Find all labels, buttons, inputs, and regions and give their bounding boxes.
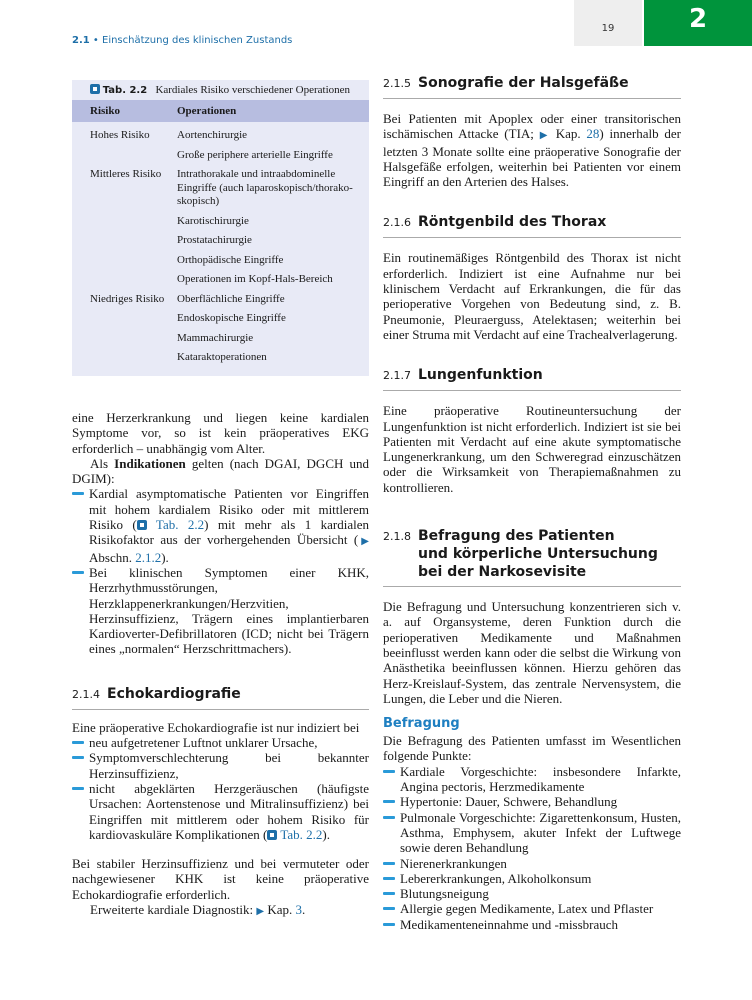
subheading-befragung: Befragung <box>383 716 460 732</box>
section-title <box>418 527 658 581</box>
paragraph-echo-stable: Bei stabiler Herzinsuffizienz und bei vermuteter oder nachgewiesener KHK ist keine präoperative Echokardiografie erforderlich. <box>72 856 369 902</box>
table-row <box>72 165 369 212</box>
section-heading-2-1-5 <box>383 74 681 93</box>
bullet-dash <box>72 787 84 790</box>
list-item-text: Nierenerkrankungen <box>400 855 507 871</box>
bullet-dash <box>383 800 395 803</box>
table-caption-text: Kardiales Risiko verschiedener Operationen <box>155 84 351 96</box>
section-title: Sonografie der Halsgefäße <box>418 75 629 91</box>
section-heading-2-1-8 <box>383 527 681 581</box>
bullet-dash <box>383 923 395 926</box>
table-row <box>72 329 369 349</box>
list-item <box>383 810 681 856</box>
bullet-dash <box>383 770 395 773</box>
indications-bold: Indikationen <box>114 455 186 471</box>
paragraph-questioning-intro: Die Befragung des Patienten umfasst im Wesentlichen folgende Punkte: <box>383 733 681 764</box>
list-item <box>383 856 681 871</box>
page-number: 19 <box>601 23 615 34</box>
paragraph-xray: Ein routinemäßiges Röntgenbild des Thorax ist nicht erforderlich. Indiziert ist eine Aufnahme nur bei klinischem Verdacht auf Erkrankungen, die für das perioperative Vorgehen von Bedeutung sind, z. B. Pneumonie, Pleuraerguss, Atelektasen; weiterhin bei einer Struma mit Verdacht auf eine Trachealverlagerung. <box>383 250 681 342</box>
bullet-dash <box>72 741 84 744</box>
list-item <box>383 901 681 916</box>
table-row <box>72 126 369 146</box>
text: ) mit mehr als 1 kardialen Risikofaktor aus der vorhergehenden Übersicht ( <box>89 517 369 548</box>
section-ref-link[interactable]: 2.1.2 <box>135 549 162 565</box>
list-item-text: Lebererkrankungen, Alkoholkonsum <box>400 870 592 886</box>
table-header-risk: Risiko <box>90 105 120 117</box>
table-row <box>72 251 369 271</box>
table-body <box>72 122 369 376</box>
running-head <box>72 35 292 46</box>
table-header <box>72 100 369 122</box>
bullet-dash <box>383 907 395 910</box>
bullet-dash <box>383 816 395 819</box>
paragraph-questioning: Die Befragung und Untersuchung konzentrieren sich v. a. auf Organsysteme, deren Funktion durch die perioperativen Medikamente und Maßnahmen beeinflusst werden kann oder die selbst die Wirkung von Anästhetika beeinflussen können. Hierzu gehören das Herz-Kreislauf-System, das zentrale Nervensystem, die Lungen, die Leber und die Nieren. <box>383 599 681 706</box>
risk-cell <box>72 251 177 271</box>
list-item <box>72 565 369 657</box>
triangle-icon: ▶ <box>358 536 369 548</box>
section-number: 2.1.8 <box>383 530 411 544</box>
list-item <box>72 781 369 842</box>
list-item <box>72 486 369 564</box>
risk-cell <box>72 231 177 251</box>
echo-list <box>72 735 369 842</box>
right-column <box>383 74 681 932</box>
text: ). <box>322 826 331 842</box>
risk-cell: Mittleres Risiko <box>90 168 162 180</box>
text: Bei Patienten mit Apoplex oder einer transitorischen ischämischen Attacke (TIA; <box>383 111 681 142</box>
paragraph-sonography <box>383 111 681 189</box>
list-item-text: Kardiale Vorgeschichte: insbesondere Infarkte, Angina pectoris, Herzmedikamente <box>400 763 681 795</box>
running-head-section-number: 2.1 <box>72 35 90 46</box>
text: ) innerhalb der letzten 3 Monate sollte eine präoperative Sonografie der Halsgefäße erfolgen, weiterhin bei Patienten vor einem Eingriff an den Arterien des Halses. <box>383 126 681 190</box>
risk-cell: Niedriges Risiko <box>90 292 165 305</box>
triangle-icon: ▶ <box>256 906 265 918</box>
bullet-dash <box>383 892 395 895</box>
operation-cell: Große periphere arterielle Eingriffe <box>177 148 333 161</box>
section-number: 2.1.4 <box>72 687 100 701</box>
risk-cell <box>72 212 177 232</box>
table-row <box>72 212 369 232</box>
section-number: 2.1.7 <box>383 369 411 383</box>
list-item-text: Blutungsneigung <box>400 886 489 902</box>
operation-cell: Orthopädische Eingriffe <box>177 253 284 266</box>
operation-cell: Endoskopische Eingriffe <box>177 312 286 324</box>
table-row <box>72 290 369 310</box>
list-item <box>383 917 681 932</box>
table-icon <box>90 84 100 94</box>
bullet-dash <box>72 756 84 759</box>
operation-cell: Oberflächliche Eingriffe <box>177 292 285 305</box>
left-column <box>72 410 369 919</box>
list-item-text: Medikamenteneinnahme und -missbrauch <box>400 916 619 932</box>
indications-list <box>72 486 369 656</box>
bullet-dash <box>383 862 395 865</box>
risk-table <box>72 80 369 376</box>
table-ref-link[interactable]: Tab. 2.2 <box>155 517 205 533</box>
list-item <box>72 735 369 750</box>
table-label: Tab. 2.2 <box>102 85 148 96</box>
section-number: 2.1.5 <box>383 77 411 90</box>
questioning-list <box>383 764 681 932</box>
risk-cell: Hohes Risiko <box>90 129 150 141</box>
table-row <box>72 146 369 166</box>
text: Symptomverschlechterung bei bekannter Herzinsuffizienz, <box>89 750 369 781</box>
section-title: Röntgenbild des Thorax <box>418 214 607 231</box>
table-row <box>72 270 369 290</box>
text: Bei klinischen Symptomen einer KHK, Herzrhythmusstörungen, Herzklappenerkrankungen/Herzvitien, Herzinsuffizienz, Trägern eines implantierbaren Kardioverter-Defibrillatoren (ICD; nicht bei Trägern eines „normalen“ Herzschrittmachers). <box>89 564 369 657</box>
text: nicht abgeklärten Herzgeräuschen (häufigste Ursachen: Aortenstenose und Mitralinsuffizienz) bei Eingriffen mit mittlerem oder hohem Risiko für kardiovaskuläre Komplikationen ( <box>89 780 369 842</box>
text: Kap. <box>555 126 587 142</box>
text: . <box>302 902 306 918</box>
paragraph-indications <box>72 456 369 487</box>
operation-cell: Operationen im Kopf-Hals-Bereich <box>177 273 333 285</box>
list-item-text: Allergie gegen Medikamente, Latex und Pflaster <box>400 901 654 917</box>
risk-cell <box>72 309 177 329</box>
table-row <box>72 348 369 368</box>
operation-cell: Prostatachirurgie <box>177 234 252 246</box>
text: neu aufgetretener Luftnot unklarer Ursache, <box>89 735 318 751</box>
paragraph-echo-intro: Eine präoperative Echokardiografie ist nur indiziert bei <box>72 719 360 735</box>
risk-cell <box>72 329 177 349</box>
section-title: Echokardiografie <box>107 685 241 702</box>
bullet-dash <box>72 492 84 495</box>
list-item <box>383 794 681 809</box>
text: Kardial asymptomatische Patienten vor Eingriffen mit hohem kardialem Risiko oder mit mittlerem Risiko ( <box>89 486 369 533</box>
section-heading-2-1-4 <box>72 685 369 704</box>
list-item <box>383 871 681 886</box>
operation-cell: Aortenchirurgie <box>177 129 248 141</box>
paragraph-ekg: eine Herzerkrankung und liegen keine kardialen Symptome vor, so ist kein präoperatives EKG erforderlich – unabhängig vom Alter. <box>72 410 369 456</box>
table-row <box>72 231 369 251</box>
section-title-line: und körperliche Untersuchung <box>418 546 658 563</box>
text: Kap. <box>267 902 296 918</box>
section-heading-2-1-6 <box>383 213 681 232</box>
list-item <box>383 886 681 901</box>
operation-cell: Mammachirurgie <box>177 331 254 344</box>
section-number: 2.1.6 <box>383 216 411 230</box>
bullet-dash <box>383 877 395 880</box>
running-head-separator: • <box>92 35 99 46</box>
operation-cell: Kataraktoperationen <box>177 351 267 363</box>
text: Abschn. <box>89 549 136 565</box>
table-header-operations: Operationen <box>177 105 237 117</box>
table-icon <box>137 520 147 530</box>
operation-cell: Intrathorakale und intraabdominelle Eingriffe (auch laparoskopisch/thorakoskopisch) <box>177 168 353 207</box>
section-title-line: Befragung des Patienten <box>418 528 615 545</box>
paragraph-lung-function: Eine präoperative Routineuntersuchung der Lungenfunktion ist nicht erforderlich. Indiziert ist sie bei Patienten mit Verdacht auf eine akute symptomatische Lungenerkrankung, um den Schweregrad einzuschätzen oder die Wirksamkeit von Therapiemaßnahmen zu kontrollieren. <box>383 403 681 495</box>
table-ref-link[interactable]: Tab. 2.2 <box>280 826 323 842</box>
chapter-number: 2 <box>688 4 708 34</box>
risk-cell <box>72 146 177 166</box>
chapter-ref-link[interactable]: 28 <box>586 126 600 142</box>
section-title-line: bei der Narkosevisite <box>418 564 587 581</box>
paragraph-echo-more <box>72 902 369 919</box>
text: ). <box>161 549 169 565</box>
list-item-text: Pulmonale Vorgeschichte: Zigarettenkonsum, Husten, Asthma, Emphysem, akuter Infekt der Luftwege sowie deren Behandlung <box>400 809 681 856</box>
section-heading-2-1-7 <box>383 366 681 385</box>
text: Als <box>90 455 115 471</box>
list-item <box>72 750 369 781</box>
risk-cell <box>72 270 177 290</box>
text: gelten (nach DGAI, DGCH und DGIM): <box>72 455 369 487</box>
operation-cell: Karotischirurgie <box>177 214 249 227</box>
triangle-icon: ▶ <box>539 130 550 142</box>
text: Erweiterte kardiale Diagnostik: <box>90 902 257 918</box>
chapter-ref-link[interactable]: 3 <box>295 902 303 918</box>
list-item <box>383 764 681 795</box>
section-title: Lungenfunktion <box>418 367 543 384</box>
running-head-title: Einschätzung des klinischen Zustands <box>102 35 293 46</box>
risk-cell <box>72 348 177 368</box>
table-row <box>72 309 369 329</box>
list-item-text: Hypertonie: Dauer, Schwere, Behandlung <box>400 794 618 810</box>
table-caption <box>72 80 369 100</box>
table-icon <box>267 830 277 840</box>
bullet-dash <box>72 571 84 574</box>
